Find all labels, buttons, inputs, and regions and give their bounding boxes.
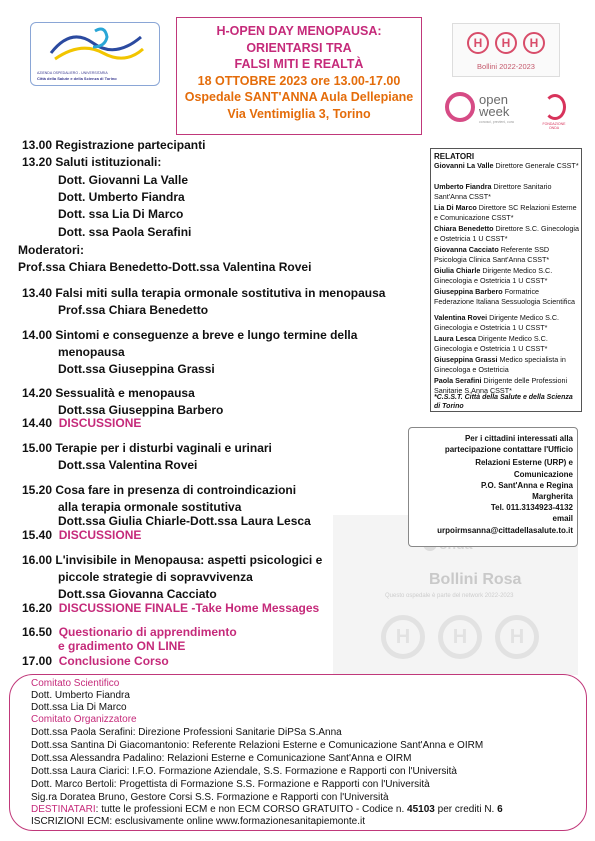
bollini-badge: [452, 23, 560, 77]
committee-line: Sig.ra Doratea Bruno, Gestore Corsi S.S. Formazione e Rapporti con l'Università: [31, 792, 389, 803]
credits-label: per crediti N.: [434, 804, 498, 815]
speaker-item: [434, 245, 580, 264]
discussion-label: DISCUSSIONE: [58, 416, 142, 430]
speaker-item: [434, 287, 580, 306]
speaker-item: [434, 313, 580, 332]
organizing-committee-heading: Comitato Organizzatore: [31, 714, 137, 725]
speaker-item: [434, 224, 580, 243]
committee-line: Dott. Marco Bertoli: Progettista di Formazione S.S. Formazione e Rapporti con l'Università: [31, 779, 430, 790]
program-row: Dott. ssa Lia Di Marco: [58, 207, 184, 221]
committee-line: Dott.ssa Laura Ciarici: I.F.O. Formazione Aziendale, S.S. Formazione e Rapporti con l'Università: [31, 766, 457, 777]
program-row: 15.00 Terapie per i disturbi vaginali e urinari: [22, 441, 272, 455]
speaker-role: Direttore SC Relazioni Esterne e Comunicazione CSST*: [434, 203, 577, 222]
program-row: 13.40 Falsi miti sulla terapia ormonale sostitutiva in menopausa: [22, 286, 386, 300]
speaker-item: [434, 203, 580, 222]
speaker-item: [434, 182, 580, 201]
poster-subtitle: Questo ospedale è parte del network 2022-2023: [385, 593, 514, 599]
committee-line: Dott.ssa Alessandra Padalino: Relazioni Esterne e Comunicazione Sant'Anna e OIRM: [31, 753, 412, 764]
program-row: Moderatori:: [18, 243, 84, 257]
time-label: 15.40: [22, 528, 53, 542]
committee-line: Dott.ssa Lia Di Marco: [31, 702, 127, 713]
speaker-name: Lia Di Marco: [434, 203, 477, 212]
title-venue: Ospedale SANT'ANNA Aula Dellepiane: [184, 90, 414, 104]
discussion-label: DISCUSSIONE FINALE -Take Home Messages: [58, 601, 320, 615]
speaker-name: Chiara Benedetto: [434, 224, 494, 233]
fondazione-onda-logo: [538, 92, 570, 134]
program-row: 13.00 Registrazione partecipanti: [22, 138, 206, 152]
event-title-box: [176, 17, 422, 135]
time-label: 14.40: [22, 416, 53, 430]
h-circle-icon: H: [523, 32, 545, 54]
speaker-role: Dirigente delle Professioni Sanitarie S.Anna CSST*: [434, 376, 568, 395]
contact-line: Comunicazione: [513, 470, 573, 479]
h-circle-icon: H: [438, 615, 482, 659]
program-row: Dott.ssa Valentina Rovei: [58, 458, 198, 472]
speaker-name: Paola Serafini: [434, 376, 482, 385]
h-circle-icon: H: [381, 615, 425, 659]
speaker-role: Dirigente Medico S.C. Ginecologia e Ostetricia 1 U CSST*: [434, 334, 548, 353]
contact-phone: Tel. 011.3134923-4132: [490, 503, 573, 512]
h-circle-icon: H: [495, 32, 517, 54]
committee-line: Dott.ssa Paola Serafini: Direzione Professioni Sanitarie DiPSa S.Anna: [31, 727, 342, 738]
time-label: 16.20: [22, 601, 53, 615]
destinatari-line: [31, 804, 503, 816]
program-row: Prof.ssa Chiara Benedetto-Dott.ssa Valentina Rovei: [18, 260, 312, 274]
speaker-role: Direttore Sanitario Sant'Anna CSST*: [434, 182, 552, 201]
program-row: Dott.ssa Giovanna Cacciato: [58, 587, 217, 601]
contact-email-label: email: [552, 514, 573, 523]
committee-line: Dott.ssa Santina Di Giacomantonio: Referente Relazioni Esterne e Comunicazione Sant'Anna e OIRM: [31, 740, 484, 751]
program-row: piccole strategie di sopravvivenza: [58, 570, 253, 584]
poster-title: Bollini Rosa: [429, 571, 522, 588]
program-row: 14.00 Sintomi e conseguenze a breve e lungo termine della: [22, 328, 358, 342]
speaker-item: [434, 334, 580, 353]
h-circle-icon: H: [467, 32, 489, 54]
program-row: [22, 416, 141, 430]
program-row: 16.00 L'invisibile in Menopausa: aspetti psicologici e: [22, 553, 323, 567]
program-row: Dott. Giovanni La Valle: [58, 173, 189, 187]
time-label: 17.00: [22, 654, 53, 668]
registration-line: ISCRIZIONI ECM: esclusivamente online www.formazionesanitapiemonte.it: [31, 816, 366, 827]
program-row: Prof.ssa Chiara Benedetto: [58, 303, 209, 317]
contact-email[interactable]: urpoirmsanna@cittadellasalute.to.it: [437, 526, 573, 535]
logo-line1: AZIENDA OSPEDALIERO - UNIVERSITARIA: [37, 71, 108, 75]
program-row: [22, 528, 141, 542]
contact-line: Relazioni Esterne (URP) e: [475, 458, 573, 467]
contact-line: Margherita: [532, 492, 573, 501]
title-line2: ORIENTARSI TRA: [246, 40, 352, 55]
title-address: Via Ventimiglia 3, Torino: [227, 106, 371, 121]
fondazione-label: FONDAZIONE ONDA: [542, 122, 566, 130]
open-week-tagline: conosci, previeni, cura: [479, 120, 514, 124]
destinatari-text: : tutte le professioni ECM e non ECM CORSO GRATUITO - Codice n.: [95, 804, 408, 815]
speaker-name: Giuseppina Barbero: [434, 287, 503, 296]
credits-number: 6: [497, 804, 503, 815]
speaker-role: Medico specialista in Ginecologa e Ostetricia: [434, 355, 566, 374]
speaker-name: Laura Lesca: [434, 334, 476, 343]
program-row: alla terapia ormonale sostitutiva: [58, 500, 242, 514]
bollini-label: Bollini 2022-2023: [477, 62, 535, 71]
committee-line: Dott. Umberto Fiandra: [31, 690, 130, 701]
speaker-item: [434, 266, 580, 285]
speakers-box: [430, 148, 582, 412]
speaker-name: Umberto Fiandra: [434, 182, 492, 191]
program-row: Dott.ssa Giuseppina Grassi: [58, 362, 215, 376]
discussion-label: DISCUSSIONE: [58, 528, 142, 542]
h-circle-icon: H: [495, 615, 539, 659]
logo-mark-icon: [31, 23, 159, 69]
speaker-item: [434, 355, 580, 374]
open-week-circle-icon: [445, 92, 475, 122]
scientific-committee-heading: Comitato Scientifico: [31, 678, 120, 689]
contact-box: [408, 427, 578, 547]
program-row: Dott. Umberto Fiandra: [58, 190, 185, 204]
program-row: [22, 601, 319, 615]
program-row: menopausa: [58, 345, 125, 359]
hospital-logo: [30, 22, 160, 86]
speaker-item: [434, 161, 580, 171]
contact-line: P.O. Sant'Anna e Regina: [481, 481, 573, 490]
title-line1: H-OPEN DAY MENOPAUSA:: [216, 24, 382, 38]
speakers-header: RELATORI: [434, 152, 475, 161]
title-date: 18 OTTOBRE 2023 ore 13.00-17.00: [197, 73, 401, 88]
speaker-name: Giovanni La Valle: [434, 161, 494, 170]
speaker-role: Formatrice Federazione Italiana Sessuologia Scientifica: [434, 287, 576, 306]
onda-ring-icon: [544, 94, 566, 120]
program-row: Dott.ssa Giulia Chiarle-Dott.ssa Laura Lesca: [58, 514, 311, 528]
open-week-text2: week: [479, 104, 510, 119]
program-row: [22, 625, 237, 639]
contact-line: Per i cittadini interessati alla: [464, 434, 573, 443]
program-row: e gradimento ON LINE: [58, 639, 186, 653]
logo-line2: Città della Salute e della Scienza di Torino: [37, 76, 117, 81]
program-row: [22, 654, 169, 668]
program-row: 13.20 Saluti istituzionali:: [22, 155, 162, 169]
speaker-name: Giuseppina Grassi: [434, 355, 498, 364]
program-row: 14.20 Sessualità e menopausa: [22, 386, 195, 400]
open-week-text1: open: [479, 92, 508, 107]
speaker-name: Giulia Chiarle: [434, 266, 481, 275]
speaker-role: Direttore Generale CSST*: [493, 161, 579, 170]
questionnaire-label: Questionario di apprendimento: [58, 625, 237, 639]
speaker-role: Referente SSD Psicologia Clinica Sant'Anna CSST*: [434, 245, 550, 264]
program-row: 15.20 Cosa fare in presenza di controindicazioni: [22, 483, 297, 497]
speaker-name: Valentina Rovei: [434, 313, 488, 322]
program-row: Dott. ssa Paola Serafini: [58, 225, 192, 239]
conclusion-label: Conclusione Corso: [58, 654, 169, 668]
title-line3: FALSI MITI E REALTÀ: [234, 57, 364, 71]
program-row: Dott.ssa Giuseppina Barbero: [58, 403, 224, 417]
time-label: 16.50: [22, 625, 53, 639]
destinatari-label: DESTINATARI: [31, 804, 96, 815]
speaker-role: Dirigente Medico S.C. Ginecologia e Ostetricia 1 U CSST*: [434, 266, 553, 285]
speaker-role: Dirigente Medico S.C. Ginecologia e Ostetricia 1 U CSST*: [434, 313, 560, 332]
speaker-name: Giovanna Cacciato: [434, 245, 499, 254]
open-week-logo: [445, 92, 525, 130]
contact-line: partecipazione contattare l'Ufficio: [444, 445, 573, 454]
csst-note: *C.S.S.T. Città della Salute e della Scienza di Torino: [434, 394, 573, 410]
speaker-role: Direttore S.C. Ginecologia e Ostetricia 1 U CSST*: [434, 224, 580, 243]
course-code: 45103: [407, 804, 435, 815]
